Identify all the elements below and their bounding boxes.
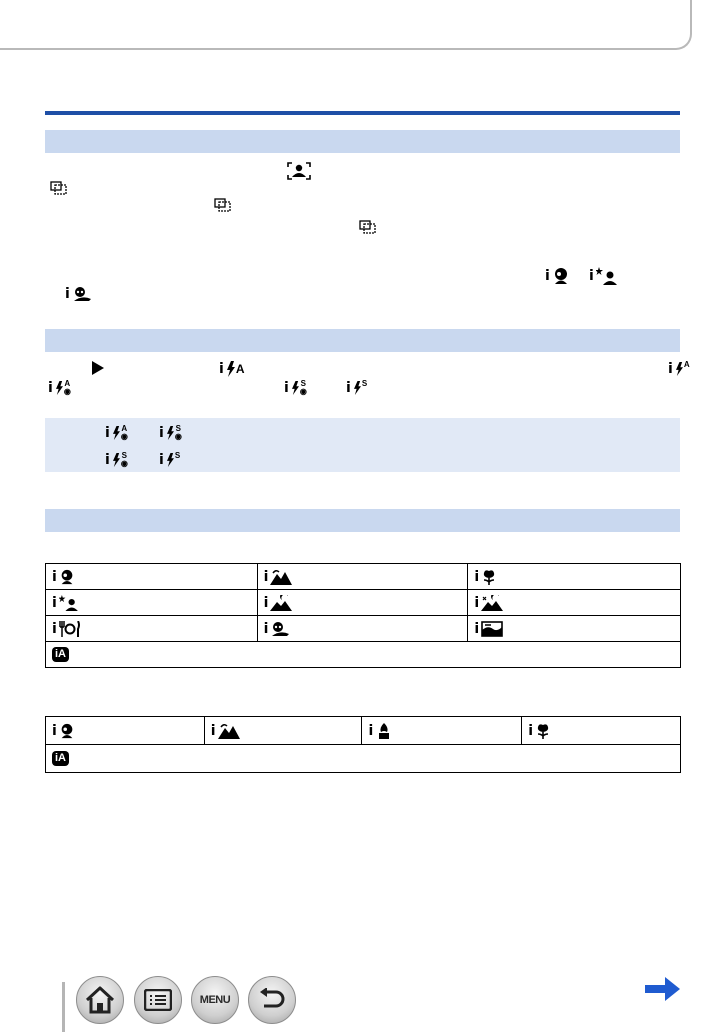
table-cell (362, 717, 522, 745)
i-handheld-night-shot-icon: i (474, 594, 680, 612)
i-baby-icon: i (264, 620, 468, 638)
nav-divider (62, 982, 65, 1032)
table-row (46, 717, 681, 745)
i-night-scenery-icon: i (264, 594, 468, 612)
table-cell (522, 717, 681, 745)
menu-button[interactable] (191, 976, 239, 1024)
i-baby-icon: i (65, 286, 92, 302)
i-night-portrait-icon: i (589, 268, 618, 284)
table-cell (204, 717, 362, 745)
return-icon (258, 988, 286, 1012)
tracking-frames-icon (50, 180, 68, 196)
table-cell (257, 590, 468, 616)
note-box (45, 418, 680, 472)
table-cell (257, 564, 468, 590)
i-flash-slow-icon: i S (159, 451, 181, 468)
face-detection-icon (287, 163, 311, 179)
home-button[interactable] (76, 976, 124, 1024)
section-band-1 (45, 130, 680, 153)
i-backlit-icon: i (474, 620, 680, 638)
table-cell (46, 590, 258, 616)
table-row (46, 745, 681, 773)
contents-button[interactable] (134, 976, 182, 1024)
i-flash-slow-redeye-icon: i S ◉ (159, 424, 182, 441)
i-macro-icon: i (528, 722, 680, 740)
back-button[interactable] (248, 976, 296, 1024)
menu-label: MENU (199, 994, 231, 1006)
home-icon (85, 986, 115, 1014)
intelligent-auto-icon: iA (52, 750, 680, 768)
i-flash-auto-redeye-icon: i A ◉ (48, 379, 71, 396)
table-row (46, 642, 681, 668)
i-scenery-icon: i (264, 568, 468, 586)
table-cell (468, 564, 681, 590)
intelligent-auto-icon: iA (52, 646, 680, 664)
tracking-frames-icon (214, 197, 232, 213)
i-portrait-icon: i (52, 568, 257, 586)
table-cell (46, 616, 258, 642)
i-flash-slow-redeye-icon: i S ◉ (105, 451, 128, 468)
i-portrait-icon: i (545, 268, 570, 284)
i-low-light-icon: i (368, 722, 521, 740)
next-page-button[interactable] (645, 976, 681, 1007)
table-cell (46, 642, 681, 668)
table-cell (46, 717, 205, 745)
i-portrait-icon: i (52, 722, 204, 740)
i-food-icon: i (52, 620, 257, 638)
i-flash-slow-icon: i S (346, 379, 368, 396)
play-icon (92, 360, 104, 376)
table-cell (468, 590, 681, 616)
table-row (46, 564, 681, 590)
table-cell (46, 564, 258, 590)
table-cell (468, 616, 681, 642)
scene-table-photo (45, 563, 681, 668)
i-flash-auto-icon: i A (219, 361, 245, 377)
table-cell (46, 745, 681, 773)
i-flash-auto-icon: i A (668, 360, 690, 377)
section-band-3 (45, 509, 680, 532)
section-rule (45, 111, 680, 115)
table-row (46, 616, 681, 642)
scene-table-video (45, 716, 681, 773)
i-flash-auto-redeye-icon: i A ◉ (105, 424, 128, 441)
section-band-2 (45, 329, 680, 352)
list-icon (144, 989, 172, 1011)
i-scenery-icon: i (211, 722, 362, 740)
table-row (46, 590, 681, 616)
arrow-right-icon (645, 976, 681, 1002)
tracking-frames-icon (359, 219, 377, 235)
page-frame (0, 0, 692, 50)
i-night-portrait-icon: i (52, 594, 257, 612)
i-macro-icon: i (474, 568, 680, 586)
table-cell (257, 616, 468, 642)
i-flash-slow-redeye-icon: i S ◉ (284, 379, 307, 396)
